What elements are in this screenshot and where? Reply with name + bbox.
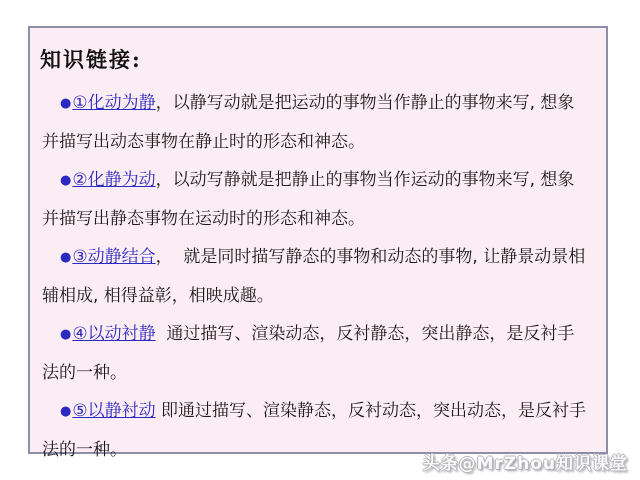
term-link[interactable]: ④以动衬静 <box>72 324 156 344</box>
bullet-icon: ● <box>60 173 72 188</box>
bullet-list <box>42 84 590 469</box>
bullet-icon: ● <box>60 96 72 111</box>
list-item <box>42 238 590 315</box>
list-item <box>42 315 590 392</box>
bullet-icon: ● <box>60 404 72 419</box>
term-link[interactable]: ③动静结合 <box>72 247 156 267</box>
item-text: 通过描写、渲染动态，反衬静态，突出静态，是反衬手法的一种。 <box>42 324 575 383</box>
list-item <box>42 84 590 161</box>
item-text: ， 就是同时描写静态的事物和动态的事物, 让静景动景相辅相成, 相得益彰，相映成趣。 <box>42 247 586 306</box>
term-link[interactable]: ①化动为静 <box>72 93 156 113</box>
content-panel <box>28 26 608 460</box>
term-link[interactable]: ⑤以静衬动 <box>72 401 156 421</box>
bullet-icon: ● <box>60 327 72 342</box>
item-text: ，以动写静就是把静止的事物当作运动的事物来写, 想象并描写出静态事物在运动时的形态和神态。 <box>42 170 575 229</box>
list-item <box>42 161 590 238</box>
bullet-icon: ● <box>60 250 72 265</box>
page-title: 知识链接: <box>40 47 142 72</box>
term-link[interactable]: ②化静为动 <box>72 170 156 190</box>
item-text: ，以静写动就是把运动的事物当作静止的事物来写, 想象并描写出动态事物在静止时的形态和神态。 <box>42 93 575 152</box>
item-text: 即通过描写、渲染静态，反衬动态，突出动态，是反衬手法的一种。 <box>42 401 586 460</box>
toutiao-watermark: 头条@MrZhou知识课堂 <box>422 454 628 474</box>
